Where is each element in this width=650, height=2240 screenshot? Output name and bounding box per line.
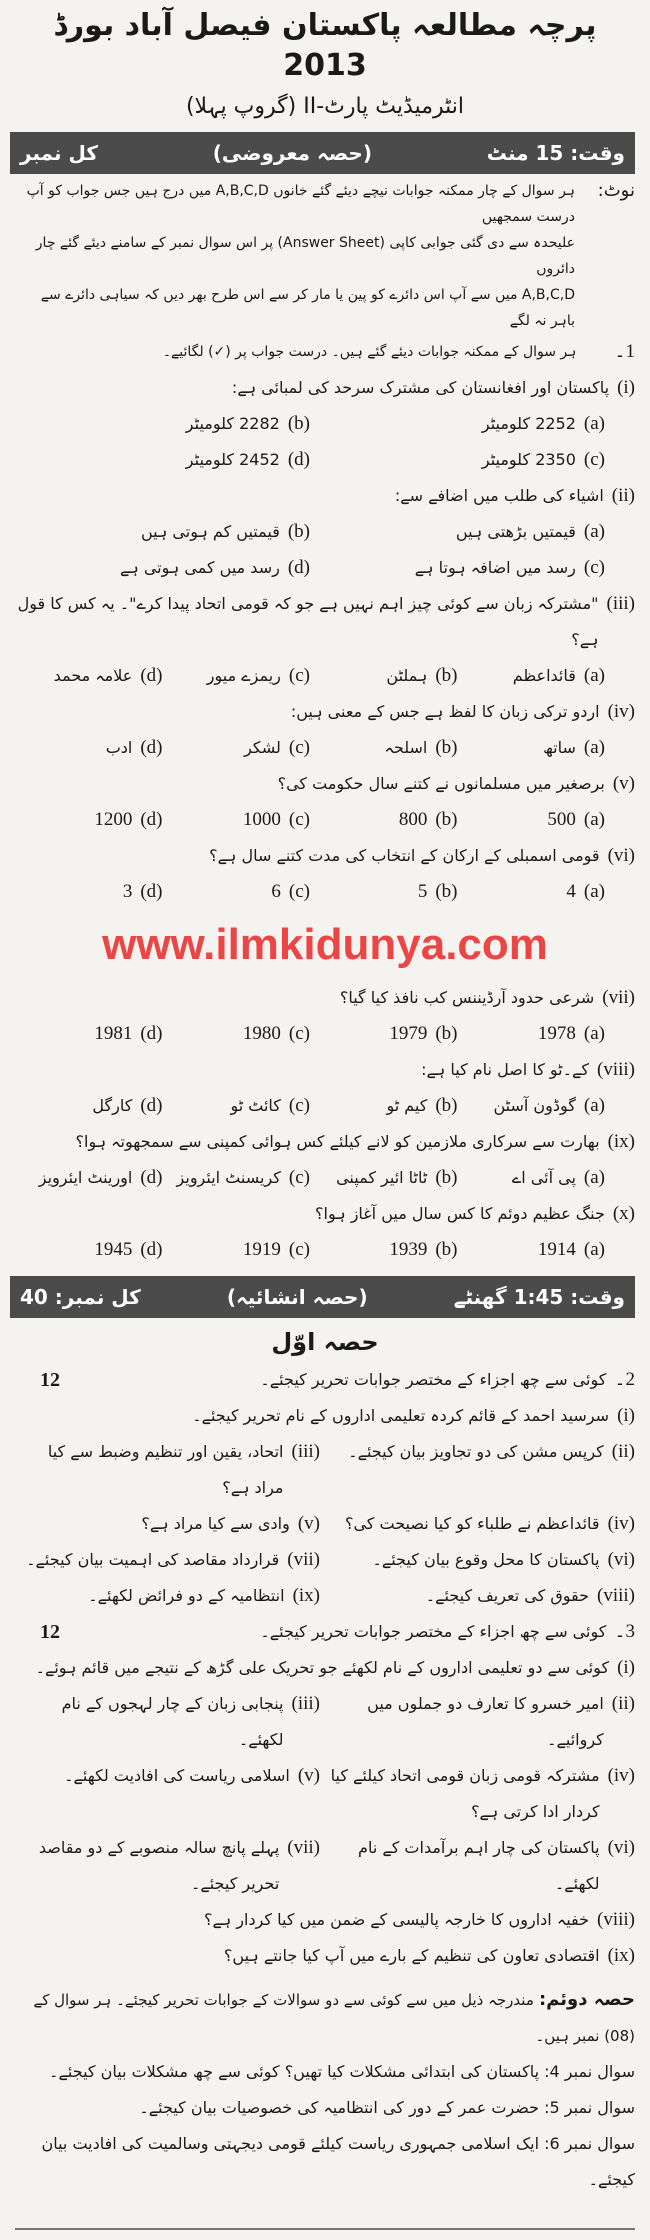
mcq-options [15,802,635,838]
q2-number: 2۔ [614,1369,635,1390]
paper-subtitle: انٹرمیڈیٹ پارٹ-II (گروپ پہلا) [185,94,465,119]
q2-item: (vii) قرارداد مقاصد کی اہمیت بیان کیجئے۔ [26,1549,320,1570]
long-question: سوال نمبر 5: حضرت عمر کے دور کی انتظامیہ کی خصوصیات بیان کیجئے۔ [139,2098,635,2117]
mcq-option[interactable]: (d) اورینٹ ایئرویز [38,1167,163,1188]
subjective-marks: کل نمبر: 40 [20,1285,141,1309]
mcq-option[interactable]: (a) 1914 [537,1239,605,1260]
long-question: سوال نمبر 6: ایک اسلامی جمہوری ریاست کیلئے قومی دیجہتی وسالمیت کی افادیت بیان کیجئے۔ [41,2134,635,2189]
q2-item: (vi) پاکستان کا محل وقوع بیان کیجئے۔ [372,1549,635,1570]
mcq-option[interactable]: (c) 6 [271,881,310,902]
mcq-option[interactable]: (a) 4 [566,881,605,902]
mcq-option[interactable]: (d) 3 [122,881,163,902]
mcq-option[interactable]: (b) ٹاٹا ائیر کمپنی [336,1167,458,1188]
mcq-option[interactable]: (d) رسد میں کمی ہوتی ہے [120,557,310,578]
q1-text: ہر سوال کے ممکنہ جوابات دیئے گئے ہیں۔ درست جواب پر (✓) لگائیے۔ [162,344,577,360]
mcq-option[interactable]: (d) علامہ محمد [53,665,163,686]
mcq-option[interactable]: (a) قیمتیں بڑھتی ہیں [455,521,605,542]
q3-item: (v) اسلامی ریاست کی افادیت لکھئے۔ [64,1765,320,1786]
mcq-option[interactable]: (d) ادب [105,737,163,758]
q2-items [15,1398,635,1614]
mcq-options [15,1232,635,1268]
mcq-option[interactable]: (c) 1919 [242,1239,310,1260]
q1-instruction [15,334,635,370]
mcq-option[interactable]: (d) 1200 [94,809,163,830]
q3-text: کوئی سے چھ اجزاء کے مختصر جوابات تحریر کیجئے۔ [260,1622,607,1641]
q1-number: 1۔ [614,341,635,362]
mcq-option[interactable]: (c) 2350 کلومیٹر [481,449,605,470]
q2-item: (iv) قائداعظم نے طلباء کو کیا نصیحت کی؟ [344,1513,635,1534]
mcq-option[interactable]: (a) 2252 کلومیٹر [481,413,605,434]
note-label: نوٹ: [597,180,635,201]
note-line: A,B,C,D میں سے آپ اس دائرے کو پین یا مار کر سے اس طرح بھر دیں کہ سیاہی دائرے سے باہر نہ لگے [40,287,575,329]
mcq-option[interactable]: (a) 500 [547,809,605,830]
subjective-header-band [10,1276,635,1318]
mcq-option[interactable]: (c) کائٹ ٹو [230,1095,310,1116]
subjective-section: (حصہ انشائیہ) [226,1285,368,1309]
long-questions [15,2054,635,2198]
mcq-option[interactable]: (a) قائداعظم [512,665,605,686]
long-question: سوال نمبر 4: پاکستان کی ابتدائی مشکلات کیا تھیں؟ کوئی سے چھ مشکلات بیان کیجئے۔ [49,2062,635,2081]
mcq-options [15,1088,635,1124]
mcq-options [15,874,635,910]
q2-marks: 12 [40,1369,60,1391]
part2-text: مندرجہ ذیل میں سے کوئی سے دو سوالات کے جوابات تحریر کیجئے۔ ہر سوال کے (08) نمبر ہیں۔ [33,1991,635,2045]
mcq-option[interactable]: (b) 800 [398,809,458,830]
mcq-option[interactable]: (b) 2282 کلومیٹر [185,413,310,434]
mcq-question: (x) جنگ عظیم دوئم کا کس سال میں آغاز ہوا؟ [315,1203,635,1224]
q2-item: (ix) انتظامیہ کے دو فرائض لکھئے۔ [88,1585,320,1606]
q3-item: (viii) خفیہ اداروں کا خارجہ پالیسی کے ضمن میں کیا کردار ہے؟ [203,1909,635,1930]
mcq-option[interactable]: (d) 1945 [94,1239,163,1260]
mcq-option[interactable]: (a) گوڈون آسٹن [493,1095,605,1116]
mcq-option[interactable]: (b) اسلحہ [384,737,458,758]
mcq-option[interactable]: (d) کارگل [92,1095,163,1116]
q3-item: (iii) پنجابی زبان کے چار لہجوں کے نام لکھئے۔ [61,1693,320,1749]
mcq-option[interactable]: (d) 2452 کلومیٹر [185,449,310,470]
mcq-options [15,1016,635,1052]
mcq-option[interactable]: (c) 1980 [242,1023,310,1044]
q3-item: (vi) پاکستان کی چار اہم برآمدات کے نام لکھئے۔ [358,1837,635,1893]
mcq-question: (viii) کے۔ٹو کا اصل نام کیا ہے: [421,1059,635,1080]
q3-item: (i) کوئی سے دو تعلیمی اداروں کے نام لکھئے جو تحریک علی گڑھ کے نتیجے میں قائم ہوئے۔ [35,1657,635,1678]
q3-item: (vii) پہلے پانچ سالہ منصوبے کے دو مقاصد تحریر کیجئے۔ [38,1837,320,1893]
note-line: علیحدہ سے دی گئی جوابی کاپی (Answer Sheet) پر اس سوال نمبر کے سامنے دیئے گئے چار دائروں [35,235,575,277]
q3-item: (ix) اقتصادی تعاون کی تنظیم کے بارے میں آپ کیا جانتے ہیں؟ [223,1945,635,1966]
objective-header-band [10,132,635,174]
q2-text: کوئی سے چھ اجزاء کے مختصر جوابات تحریر کیجئے۔ [260,1370,607,1389]
q2-item: (v) وادی سے کیا مراد ہے؟ [141,1513,320,1534]
mcq-option[interactable]: (b) قیمتیں کم ہوتی ہیں [140,521,310,542]
mcq-option[interactable]: (a) ساتھ [543,737,605,758]
mcq-question: (vii) شرعی حدود آرڈیننس کب نافذ کیا گیا؟ [339,987,635,1008]
mcq-question: (i) پاکستان اور افغانستان کی مشترک سرحد کی لمبائی ہے: [231,377,635,398]
mcq-option[interactable]: (b) 5 [417,881,458,902]
mcq-options [15,658,635,694]
mcq-question: (v) برصغیر میں مسلمانوں نے کتنے سال حکومت کی؟ [277,773,635,794]
mcq-options [15,730,635,766]
mcq-options [15,1160,635,1196]
mcq-option[interactable]: (a) پی آئی اے [511,1167,605,1188]
mcq-option[interactable]: (d) 1981 [94,1023,163,1044]
q3-items [15,1650,635,1974]
mcq-option[interactable]: (c) کریسنٹ ایئرویز [176,1167,310,1188]
paper-title: پرچہ مطالعہ پاکستان فیصل آباد بورڈ 2013 [53,8,597,83]
q3-marks: 12 [40,1621,60,1643]
mcq-option[interactable]: (b) 1979 [389,1023,458,1044]
watermark: www.ilmkidunya.com [102,920,548,969]
mcq-options [15,406,635,478]
mcq-question: (ix) بھارت سے سرکاری ملازمین کو لانے کیلئے کس ہوائی کمپنی سے سمجھوتہ ہوا؟ [75,1131,635,1152]
part2-heading: حصہ دوئم: [538,1989,635,2010]
q3-instruction [15,1614,635,1650]
bottom-rule [15,2228,635,2230]
note-line: ہر سوال کے چار ممکنہ جوابات نیچے دیئے گئے خانوں A,B,C,D میں درج ہیں جس جواب کو آپ درست سمجھیں [26,183,575,225]
q3-number: 3۔ [614,1621,635,1642]
q2-item: (iii) اتحاد، یقین اور تنظیم وضبط سے کیا مراد ہے؟ [47,1441,320,1497]
subjective-time: وقت: 1:45 گھنٹے [453,1285,625,1309]
objective-section: (حصہ معروضی) [212,141,372,165]
mcq-options [15,514,635,586]
q2-item: (viii) حقوق کی تعریف کیجئے۔ [425,1585,635,1606]
mcq-question: (iii) "مشترکہ زبان سے کوئی چیز اہم نہیں ہے جو کہ قومی اتحاد پیدا کرے"۔ یہ کس کا قول ہے؟ [17,593,635,649]
q2-instruction [15,1362,635,1398]
mcq-option[interactable]: (c) 1000 [242,809,310,830]
mcq-option[interactable]: (a) 1978 [537,1023,605,1044]
part2-instruction [15,1982,635,2054]
q2-item: (ii) کرپس مشن کی دو تجاویز بیان کیجئے۔ [348,1441,635,1462]
q3-item: (iv) مشترکہ قومی زبان قومی اتحاد کیلئے کیا کردار ادا کرتی ہے؟ [330,1765,635,1821]
mcq-option[interactable]: (c) رسد میں اضافہ ہوتا ہے [414,557,605,578]
note [15,178,635,334]
mcq-question: (iv) اردو ترکی زبان کا لفظ ہے جس کے معنی ہیں: [290,701,635,722]
mcq-question: (ii) اشیاء کی طلب میں اضافے سے: [394,485,635,506]
objective-marks: کل نمبر [20,141,98,165]
mcq-option[interactable]: (b) کیم ٹو [386,1095,458,1116]
part1-heading: حصہ اوّل [271,1328,379,1356]
mcq-option[interactable]: (c) ریمزے میور [206,665,310,686]
q2-item: (i) سرسید احمد کے قائم کردہ تعلیمی اداروں کے نام تحریر کیجئے۔ [192,1405,635,1426]
mcq-question: (vi) قومی اسمبلی کے ارکان کے انتخاب کی مدت کتنے سال ہے؟ [209,845,635,866]
objective-time: وقت: 15 منٹ [486,141,625,165]
mcq-list [15,370,635,1268]
mcq-option[interactable]: (b) 1939 [389,1239,458,1260]
mcq-option[interactable]: (c) لشکر [244,737,310,758]
q3-item: (ii) امیر خسرو کا تعارف دو جملوں میں کروائیے۔ [367,1693,635,1749]
mcq-option[interactable]: (b) ہملٹن [386,665,458,686]
